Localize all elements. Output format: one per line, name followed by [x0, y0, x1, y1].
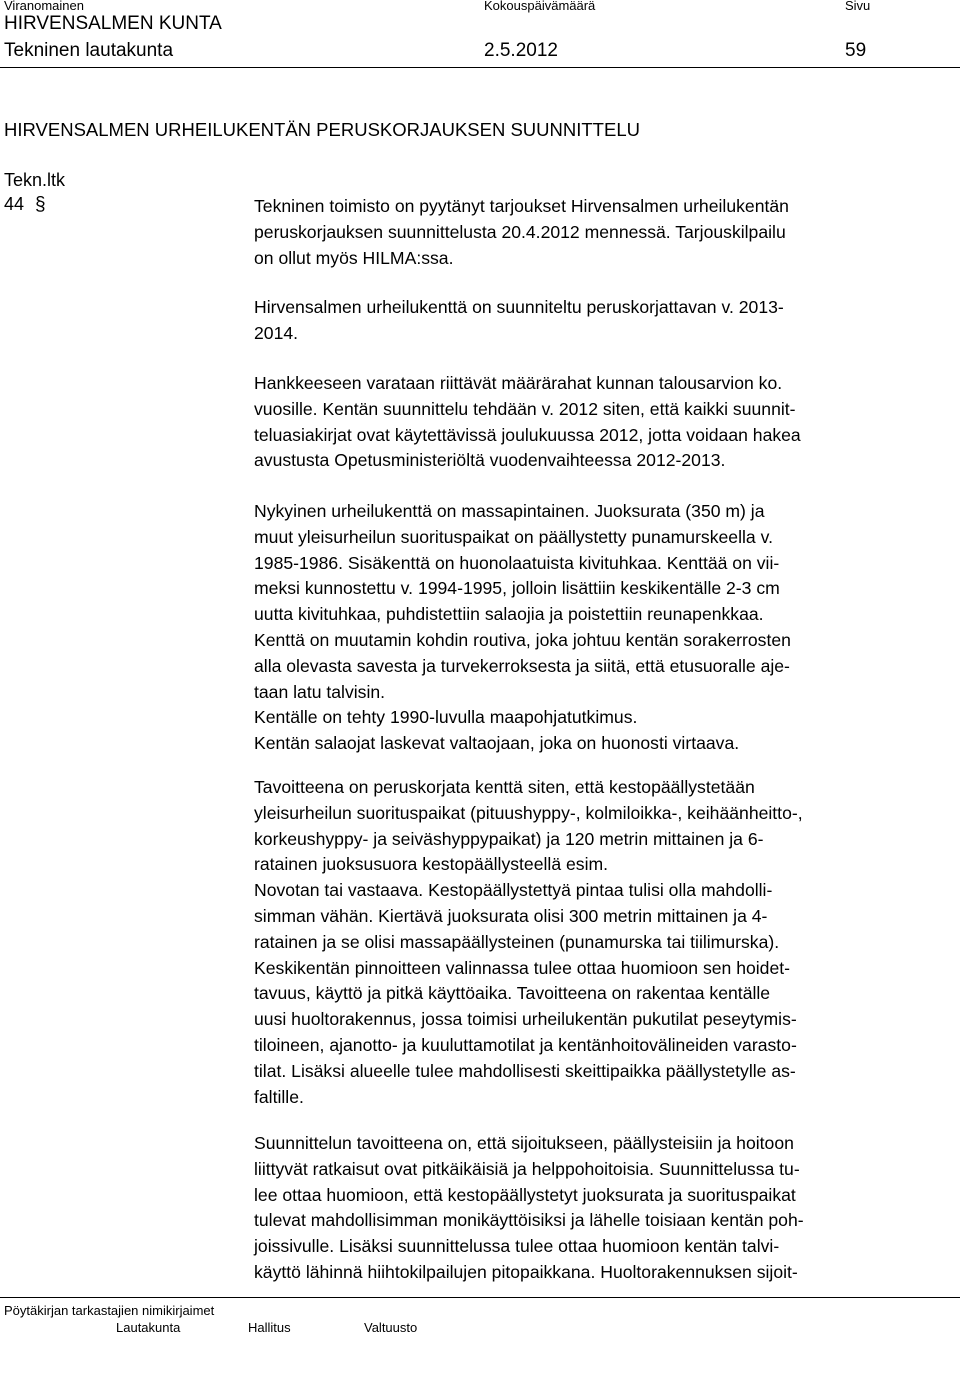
paragraph-line: teluasiakirjat ovat käytettävissä joulukuussa 2012, jotta voidaan hakea — [254, 424, 801, 445]
paragraph-2 — [254, 295, 954, 347]
paragraph-line: Hirvensalmen urheilukenttä on suunniteltu peruskorjattavan v. 2013- — [254, 297, 784, 317]
paragraph-line: meksi kunnostettu v. 1994-1995, jolloin lisättiin keskikentälle 2-3 cm — [254, 578, 780, 599]
paragraph-line: lee ottaa huomioon, että kestopäällystetyt juoksurata ja suorituspaikat — [254, 1184, 796, 1205]
paragraph-line: käyttö lähinnä hiihtokilpailujen pitopaikkana. Huoltorakennuksen sijoit- — [254, 1261, 798, 1282]
footer-col-government: Hallitus — [248, 1320, 291, 1335]
paragraph-line: faltille. — [254, 1086, 304, 1107]
document-title: HIRVENSALMEN URHEILUKENTÄN PERUSKORJAUKSEN SUUNNITTELU — [4, 119, 640, 140]
paragraph-line: ratainen juoksusuora kestopäällysteellä esim. — [254, 854, 609, 875]
meeting-date: 2.5.2012 — [484, 40, 558, 61]
paragraph-line: on ollut myös HILMA:ssa. — [254, 247, 454, 268]
paragraph-line: Nykyinen urheilukenttä on massapintainen. Juoksurata (350 m) ja — [254, 501, 765, 521]
paragraph-line: joissivulle. Lisäksi suunnittelussa tulee ottaa huomioon kentän talvi- — [254, 1236, 780, 1257]
authority-name: HIRVENSALMEN KUNTA — [4, 13, 222, 34]
header-divider — [0, 67, 960, 68]
paragraph-line: Tekninen toimisto on pyytänyt tarjoukset Hirvensalmen urheilukentän — [254, 196, 789, 216]
paragraph-line: muut yleisurheilun suorituspaikat on päällystetty punamurskeella v. — [254, 526, 773, 547]
paragraph-line: tulevat mahdollisimman monikäyttöisiksi ja lähelle toisiaan kentän poh- — [254, 1210, 804, 1231]
board-name: Tekninen lautakunta — [4, 40, 174, 61]
footer-col-council: Valtuusto — [364, 1320, 418, 1335]
paragraph-line: Novotan tai vastaava. Kestopäällystettyä pintaa tulisi olla mahdolli- — [254, 880, 773, 901]
paragraph-line: peruskorjauksen suunnittelusta 20.4.2012 mennessä. Tarjouskilpailu — [254, 221, 786, 242]
section-sign-icon: § — [35, 194, 46, 215]
footer-divider — [0, 1297, 960, 1298]
paragraph-line: Kentälle on tehty 1990-luvulla maapohjatutkimus. — [254, 707, 638, 728]
paragraph-line: Kenttä on muutamin kohdin routiva, joka johtuu kentän sorakerrosten — [254, 629, 791, 650]
paragraph-line: avustusta Opetusministeriöltä vuodenvaihteessa 2012-2013. — [254, 450, 726, 471]
paragraph-4 — [254, 499, 954, 757]
section-number — [4, 194, 46, 216]
paragraph-line: tiloineen, ajanotto- ja kuuluttamotilat ja kentänhoitovälineiden varasto- — [254, 1034, 797, 1055]
header-label-date: Kokouspäivämäärä — [484, 0, 596, 13]
page-number: 59 — [845, 40, 867, 61]
footer-col-board: Lautakunta — [116, 1320, 181, 1335]
paragraph-line: Keskikentän pinnoitteen valinnassa tulee ottaa huomioon sen hoidet- — [254, 957, 790, 978]
paragraph-line: alla olevasta savesta ja turvekerroksesta ja siitä, että etusuoralle aje- — [254, 655, 790, 676]
paragraph-line: ratainen ja se olisi massapäällysteinen (punamurska tai tiilimurska). — [254, 931, 780, 952]
paragraph-line: simman vähän. Kiertävä juoksurata olisi 300 metrin mittainen ja 4- — [254, 905, 768, 926]
paragraph-line: liittyvät ratkaisut ovat pitkäikäisiä ja helppohoitoisia. Suunnittelussa tu- — [254, 1158, 800, 1179]
paragraph-line: Hankkeeseen varataan riittävät määrärahat kunnan talousarvion ko. — [254, 373, 783, 393]
paragraph-3 — [254, 371, 954, 474]
paragraph-5 — [254, 775, 954, 1110]
paragraph-line: 2014. — [254, 322, 299, 343]
paragraph-line: taan latu talvisin. — [254, 681, 386, 702]
paragraph-line: uusi huoltorakennus, jossa toimisi urheilukentän pukutilat peseytymis- — [254, 1009, 797, 1030]
paragraph-line: tavuus, käyttö ja pitkä käyttöaika. Tavoitteena on rakentaa kentälle — [254, 983, 771, 1004]
paragraph-line: korkeushyppy- ja seiväshyppypaikat) ja 120 metrin mittainen ja 6- — [254, 828, 764, 849]
reference-body: Tekn.ltk — [4, 170, 66, 190]
footer-label: Pöytäkirjan tarkastajien nimikirjaimet — [4, 1303, 215, 1318]
header-label-page: Sivu — [845, 0, 871, 13]
paragraph-line: vuosille. Kentän suunnittelu tehdään v. 2012 siten, että kaikki suunnit- — [254, 398, 796, 419]
paragraph-6 — [254, 1131, 954, 1286]
paragraph-line: Kentän salaojat laskevat valtaojaan, joka on huonosti virtaava. — [254, 733, 740, 754]
paragraph-line: Suunnittelun tavoitteena on, että sijoitukseen, päällysteisiin ja hoitoon — [254, 1133, 794, 1153]
paragraph-line: Tavoitteena on peruskorjata kenttä siten, että kestopäällystetään — [254, 777, 755, 797]
paragraph-line: uutta kivituhkaa, puhdistettiin salaojia ja poistettiin reunapenkkaa. — [254, 604, 764, 625]
header-label-authority: Viranomainen — [4, 0, 84, 13]
paragraph-1 — [254, 194, 954, 271]
section-number-value: 44 — [4, 194, 25, 214]
paragraph-line: yleisurheilun suorituspaikat (pituushyppy-, kolmiloikka-, keihäänheitto-, — [254, 802, 803, 823]
paragraph-line: 1985-1986. Sisäkenttä on huonolaatuista kivituhkaa. Kenttää on vii- — [254, 552, 780, 573]
paragraph-line: tilat. Lisäksi alueelle tulee mahdollisesti skeittipaikka päällystetylle as- — [254, 1060, 796, 1081]
